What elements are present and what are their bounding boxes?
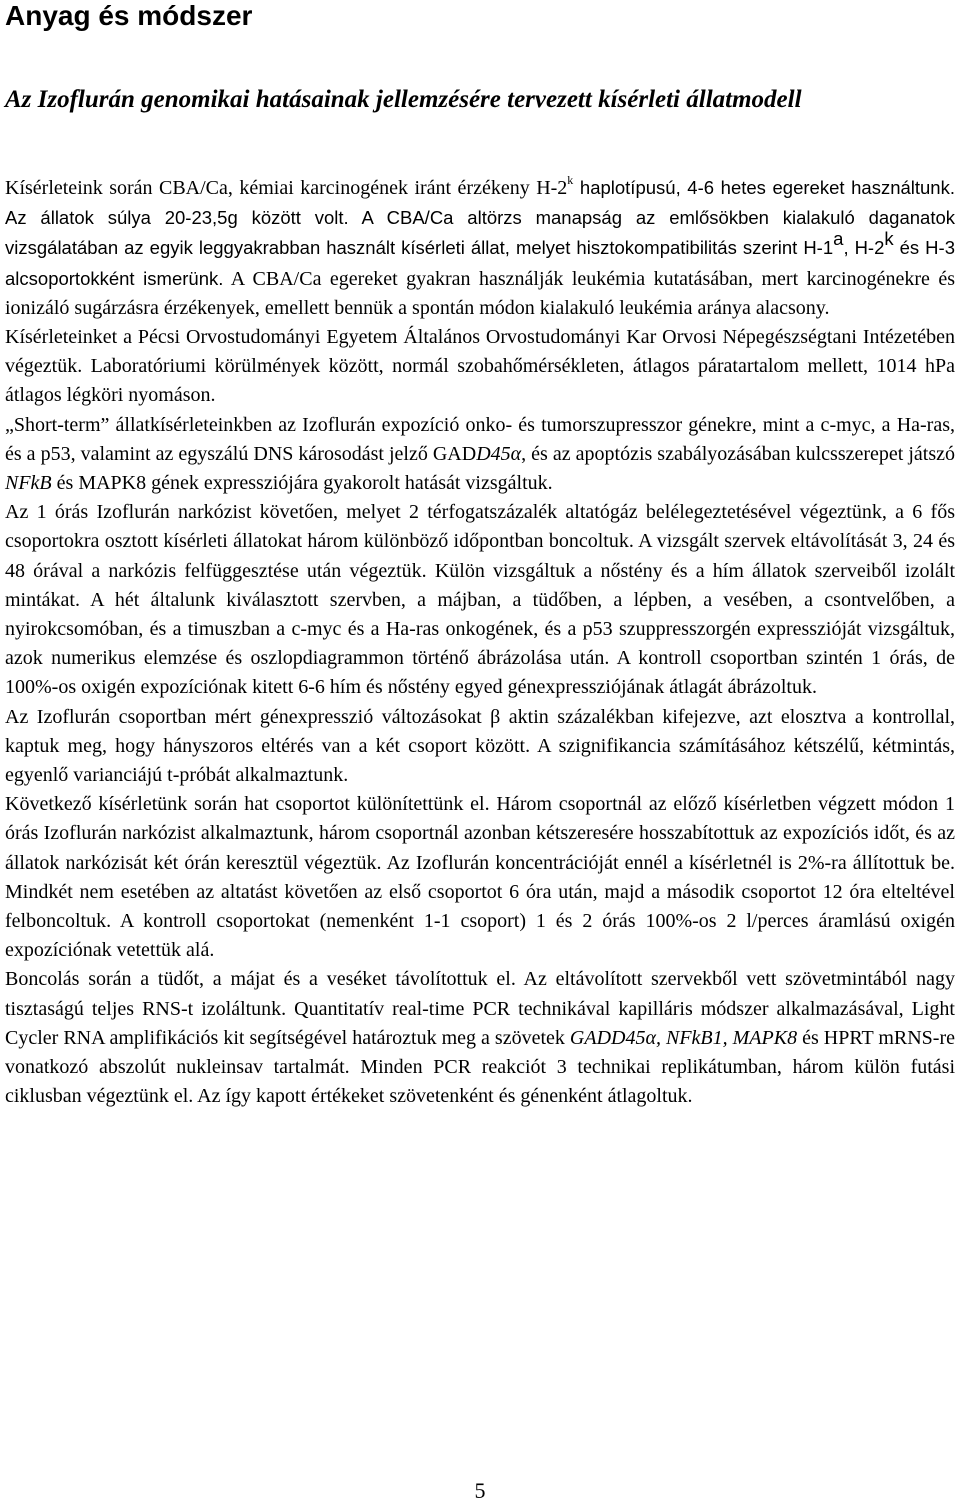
p1-text-b: haplotípusú, 4-6 hetes egereket használtunk. Az állatok súlya 20-23,5g között volt. A CBA/Ca altörzs manapság az emlősökben kialakuló daganatok vizsgálatában az egyik leggyakrabban használt kísérleti állat, melyet hisztokompatibilitás szerint H-1 xyxy=(5,177,955,259)
paragraph-7 xyxy=(5,965,955,1111)
p7-italic-a: GADD45α, NFkB1, MAPK8 xyxy=(569,1026,798,1049)
p1-text-a: Kísérleteink során CBA/Ca, kémiai karcinogének iránt érzékeny H-2 xyxy=(5,177,568,199)
section-heading: Anyag és módszer xyxy=(5,0,253,31)
body-text xyxy=(5,173,955,1112)
page-number: 5 xyxy=(474,1478,486,1503)
paragraph-4: Az 1 órás Izoflurán narkózist követően, melyet 2 térfogatszázalék altatógáz belélegeztetésével végeztünk, a 6 fős csoportokra osztott kísérleti állatokat három különböző időpontban boncoltuk. A vizsgált szervek eltávolítását 3, 24 és 48 órával a narkózis felfüggesztése után végeztük. Külön vizsgáltuk a nőstény és a hím állatok szerveiből izolált mintákat. A hét általunk kiválasztott szervben, a májban, a tüdőben, a lépben, a vesében, a csontvelőben, a nyirokcsomóban, és a timuszban a c-myc és a Ha-ras onkogének, és a p53 szuppresszorgén expresszióját vizsgáltuk, azok numerikus elemzése és oszlopdiagrammon történő ábrázolása után. A kontroll csoportban szintén 1 órás, de 100%-os oxigén expozíciónak kitett 6-6 hím és nőstény egyed génexpressziójának átlagát ábrázoltuk. xyxy=(5,501,955,699)
p3-text-b: , és az apoptózis szabályozásában kulcsszerepet játszó xyxy=(521,442,955,465)
p7-text-a: Boncolás során a tüdőt, a májat és a veséket távolítottuk el. Az eltávolított szervekből vett szövetmintából nagy tisztaságú teljes RNS-t izoláltunk. Quantitatív real-time PCR technikával kapilláris módszer alkalmazásával, Light Cycler RNA amplifikációs kit segítségével határoztuk meg a szövetek xyxy=(5,968,955,1049)
p1-sup-a: k xyxy=(567,173,574,188)
p1-sup-b: a xyxy=(833,227,844,249)
subsection-heading: Az Izoflurán genomikai hatásainak jellemzésére tervezett kísérleti állatmodell xyxy=(5,86,802,113)
p1-text-c: , H-2 xyxy=(843,237,885,259)
paragraph-6: Következő kísérletünk során hat csoportot különítettünk el. Három csoportnál az előző kísérletben végzett módon 1 órás Izoflurán narkózist alkalmaztunk, három csoportnál azonban kétszeresére hosszabítottuk az expozíciós időt, és az állatok narkózisát két órán keresztül végeztük. Az Izoflurán koncentrációját ennél a kísérletnél is 2%-ra állítottuk be. Mindkét nem esetében az altatást követően az első csoportot 6 óra után, majd a második csoportot 12 óra elteltével felboncoltuk. A kontroll csoportokat (nemenként 1-1 csoport) 1 és 2 órás 100%-os 2 l/perces áramlású oxigén expozíciónak vetettük alá. xyxy=(5,793,955,962)
paragraph-2: Kísérleteinket a Pécsi Orvostudományi Egyetem Általános Orvostudományi Kar Orvosi Népegészségtani Intézetében végeztük. Laboratóriumi körülmények között, normál szobahőmérsékleten, átlagos páratartalom mellett, 1014 hPa átlagos légköri nyomáson. xyxy=(5,326,955,407)
paragraph-5: Az Izoflurán csoportban mért génexpresszió változásokat β aktin százalékban kifejezve, azt elosztva a kontrollal, kaptuk meg, hogy hányszoros eltérés van a két csoport között. A szignifikancia számításához kétszélű, kétmintás, egyenlő varianciájú t-próbát alkalmaztunk. xyxy=(5,705,955,787)
p3-italic-a: D45α xyxy=(476,442,522,465)
paragraph-3 xyxy=(5,411,955,499)
p3-text-c: és MAPK8 gének expressziójára gyakorolt hatását vizsgáltuk. xyxy=(51,472,553,495)
p3-text-a: „Short-term” állatkísérleteinkben az Izoflurán expozíció onko- és tumorszupresszor génekre, mint a c-myc, a Ha-ras, és a p53, valamint az egyszálú DNS károsodást jelző GAD xyxy=(5,413,955,465)
p3-italic-b: NFkB xyxy=(5,472,52,495)
p1-text-e: A CBA/Ca egereket gyakran használják leukémia kutatásában, mert karcinogénekre és ionizáló sugárzásra érzékenyek, emellett bennük a spontán módon kialakuló leukémia aránya alacsony. xyxy=(5,267,956,319)
paragraph-1 xyxy=(5,173,955,323)
p1-text-d: és H-3 alcsoportokként ismerünk. xyxy=(5,237,955,289)
p1-sup-c: k xyxy=(884,227,894,249)
p7-text-b: és HPRT mRNS-re vonatkozó abszolút nukleinsav tartalmát. Minden PCR reakciót 3 technikai replikátumban, három külön futási ciklusban végeztünk el. Az így kapott értékeket szövetenként és génenként átlagoltuk. xyxy=(5,1026,955,1108)
document-page xyxy=(5,0,955,1112)
